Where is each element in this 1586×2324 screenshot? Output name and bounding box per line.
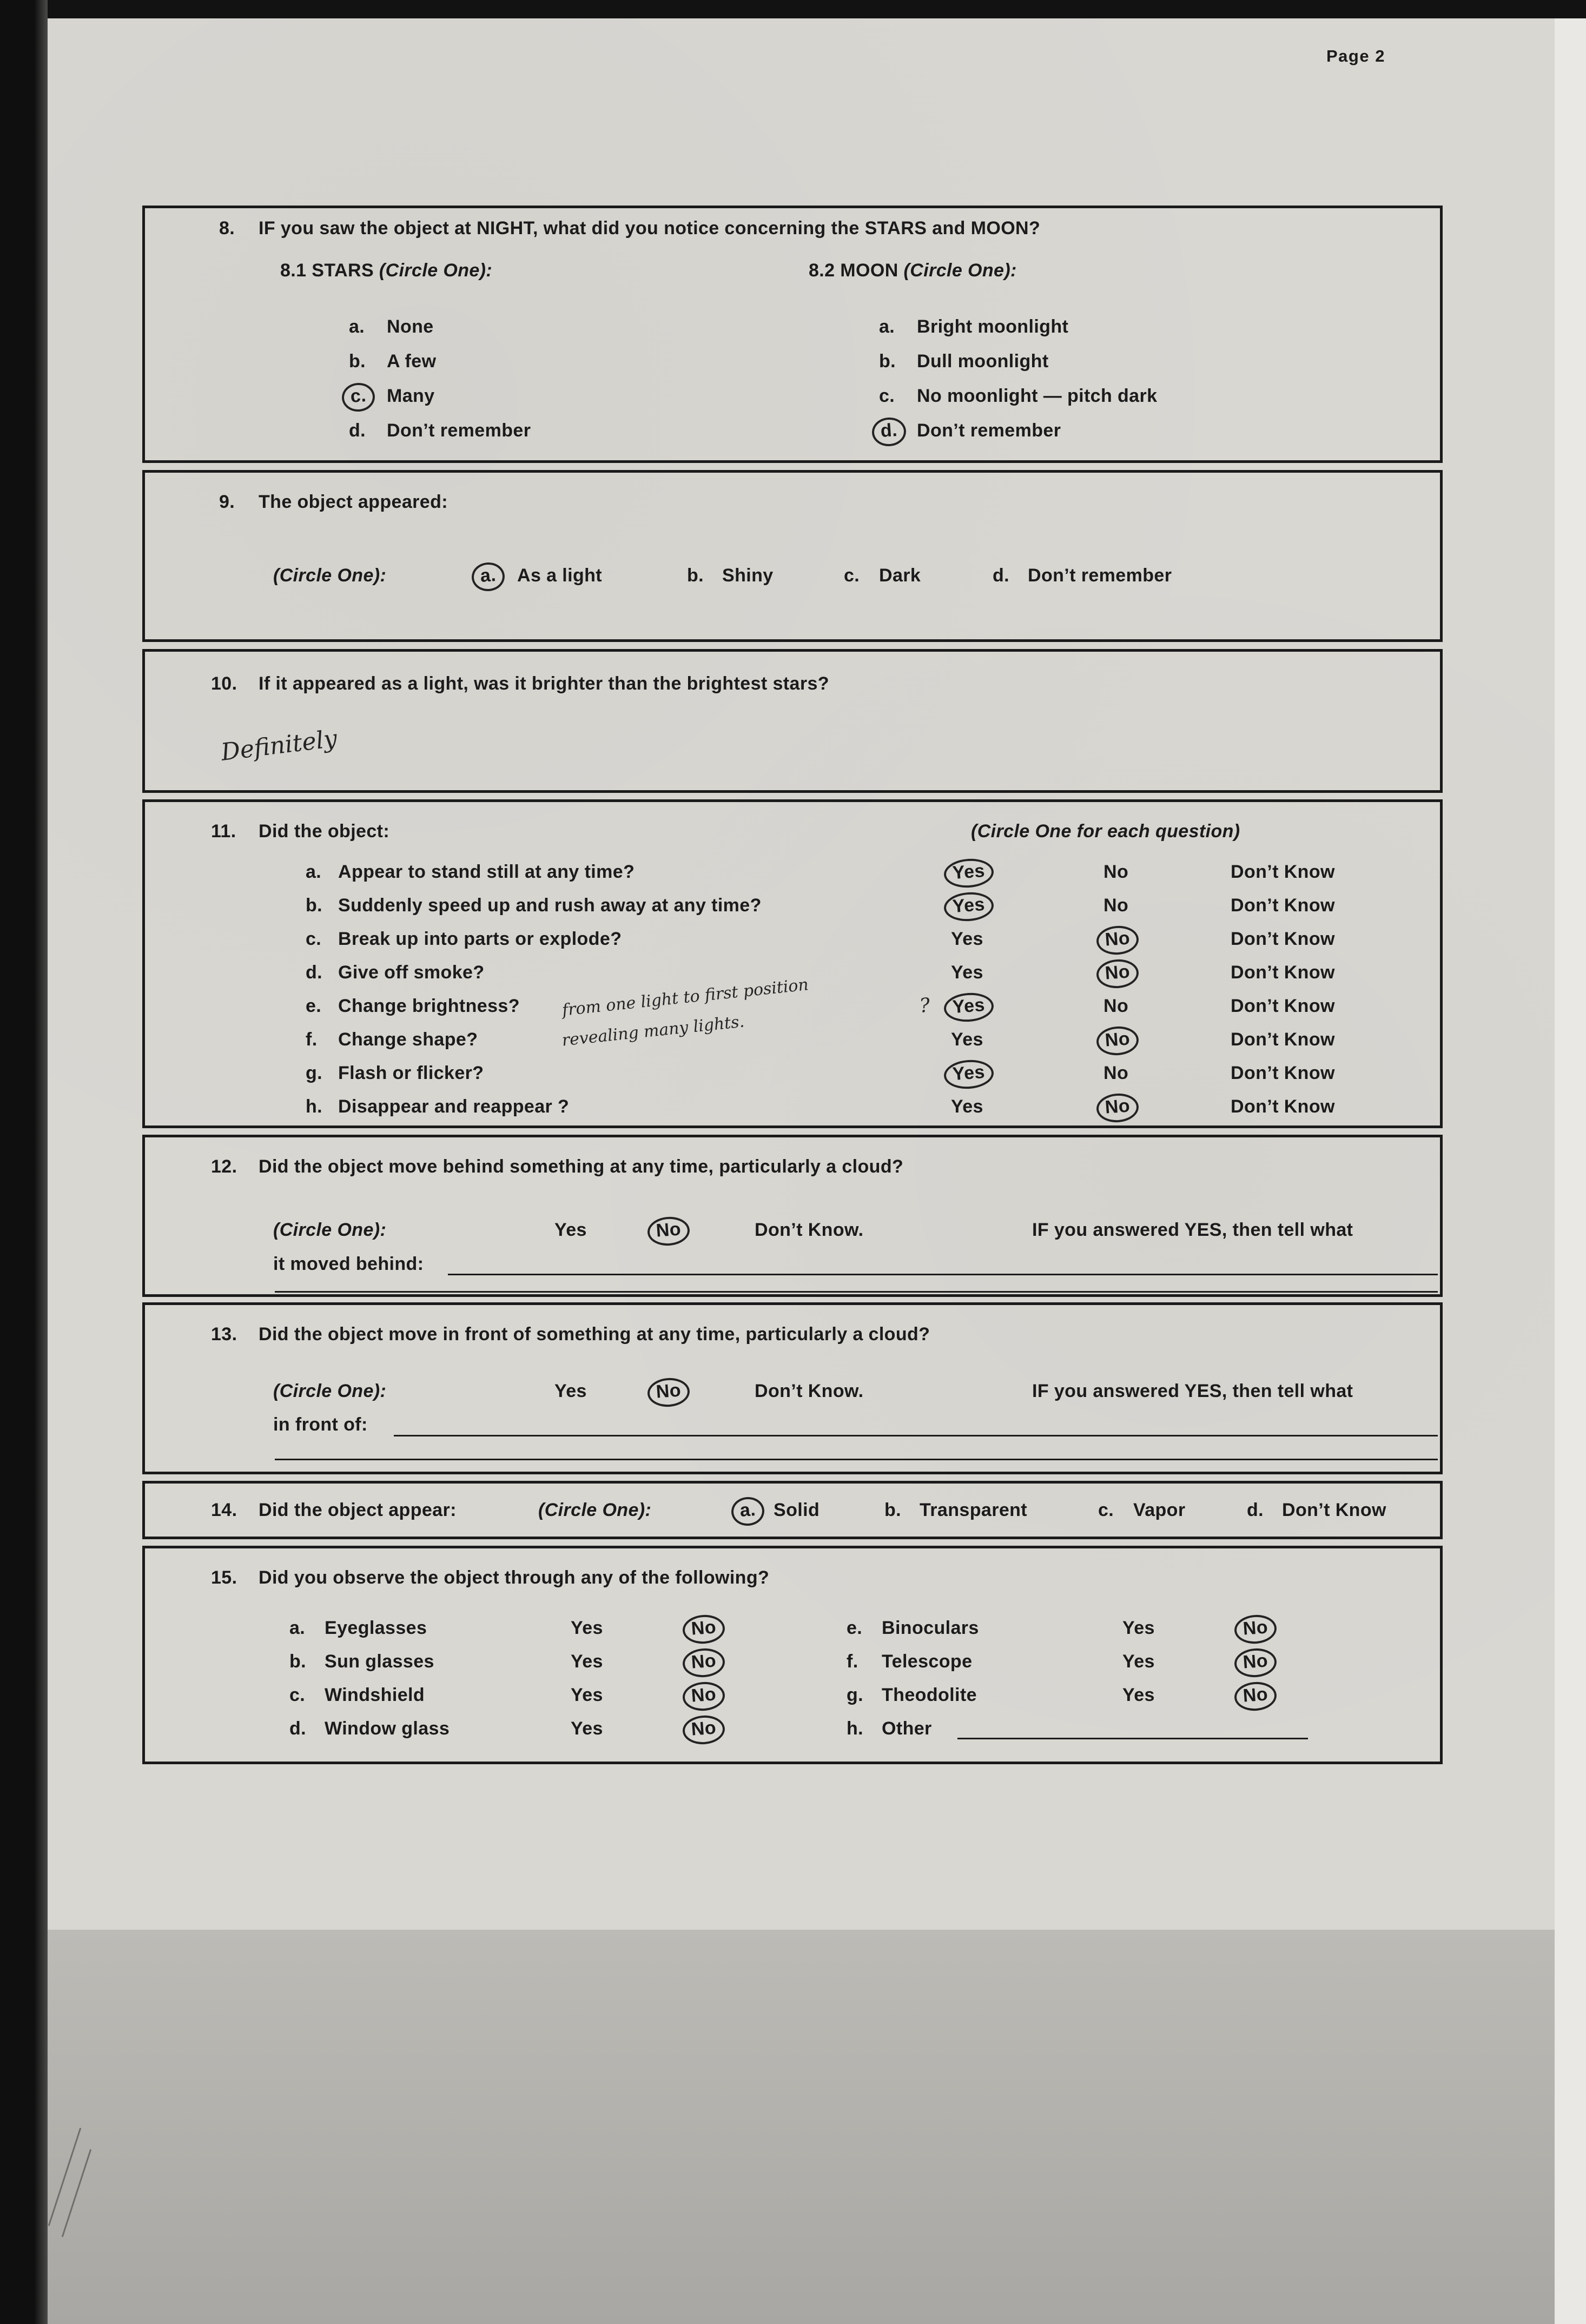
scanner-background [47,1930,1555,2324]
q14-b-letter: b. [884,1500,902,1520]
q8-moon-c-label: No moonlight — pitch dark [917,386,1158,406]
q8-stars-heading-text: 8.1 STARS [280,260,374,281]
q13-tail: in front of: [273,1414,368,1435]
q15-a-yes: Yes [571,1618,603,1638]
q8-moon-heading [809,260,1017,281]
q15-e-yes: Yes [1122,1618,1155,1638]
section-11 [142,799,1443,1128]
scan-edge-right [1555,0,1586,2324]
q11-row-f-no: No [1095,1025,1140,1056]
q15-f-label: Telescope [882,1651,973,1672]
q9-a-label: As a light [517,565,603,586]
q11-row-c-yes: Yes [951,929,983,949]
q9-d-letter: d. [993,565,1010,586]
q13-answer-line-1 [394,1435,1438,1436]
q12-circle-one: (Circle One): [273,1220,387,1240]
q15-b-no: No [682,1647,726,1678]
q11-row-h-dk: Don’t Know [1231,1096,1335,1117]
q15-g-label: Theodolite [882,1685,977,1705]
q11-row-c-letter: c. [306,929,322,949]
q15-g-yes: Yes [1122,1685,1155,1705]
q15-d-letter: d. [289,1718,307,1739]
q12-dk: Don’t Know. [755,1220,864,1240]
q11-row-a-letter: a. [306,862,322,882]
q10-number: 10. [211,673,237,694]
q15-number: 15. [211,1567,237,1588]
q15-question: Did you observe the object through any of the following? [259,1567,770,1588]
q13-question: Did the object move in front of something at any time, particularly a cloud? [259,1324,930,1345]
q15-d-yes: Yes [571,1718,603,1739]
q8-moon-a-letter: a. [879,316,895,337]
q8-question: IF you saw the object at NIGHT, what did you notice concerning the STARS and MOON? [259,218,1041,239]
q8-stars-b-letter: b. [349,351,366,372]
q8-number: 8. [219,218,235,239]
q11-row-g-yes: Yes [943,1058,994,1090]
q15-other-answer-line [957,1738,1308,1739]
q11-row-e-question: Change brightness? [338,996,520,1016]
q13-number: 13. [211,1324,237,1345]
q9-b-label: Shiny [722,565,774,586]
q12-number: 12. [211,1156,237,1177]
q8-stars-circle-one: (Circle One): [379,260,493,281]
q15-b-letter: b. [289,1651,307,1672]
q11-row-b-question: Suddenly speed up and rush away at any time? [338,895,762,916]
q11-row-b-no: No [1103,895,1129,916]
q11-row-a-no: No [1103,862,1129,882]
q9-number: 9. [219,492,235,512]
q11-row-f-question: Change shape? [338,1029,478,1050]
q9-c-label: Dark [879,565,921,586]
q8-stars-b-label: A few [387,351,437,372]
q8-moon-c-letter: c. [879,386,895,406]
q11-row-c-dk: Don’t Know [1231,929,1335,949]
q12-tail: it moved behind: [273,1254,424,1274]
q15-d-no: No [682,1714,726,1745]
q15-d-label: Window glass [325,1718,450,1739]
q11-row-d-question: Give off smoke? [338,962,485,983]
q14-c-letter: c. [1098,1500,1114,1520]
q14-d-letter: d. [1247,1500,1264,1520]
q8-stars-c-label: Many [387,386,435,406]
scan-edge-top [0,0,1586,18]
q8-stars-d-label: Don’t remember [387,420,531,441]
q11-row-g-no: No [1103,1063,1129,1083]
q13-answer-line-2 [275,1459,1438,1460]
q8-stars-a-label: None [387,316,434,337]
q11-row-h-no: No [1095,1092,1140,1123]
q8-moon-d-letter: d. [871,416,907,447]
q9-circle-one: (Circle One): [273,565,387,586]
section-10 [142,649,1443,793]
q15-a-letter: a. [289,1618,306,1638]
q12-answer-line-1 [448,1274,1438,1275]
q11-row-b-dk: Don’t Know [1231,895,1335,916]
scan-edge-left [0,0,48,2324]
q14-d-label: Don’t Know [1282,1500,1386,1520]
q15-h-label: Other [882,1718,932,1739]
q14-a-letter: a. [730,1496,765,1527]
q11-row-g-letter: g. [306,1063,323,1083]
q13-circle-one: (Circle One): [273,1381,387,1401]
q9-d-label: Don’t remember [1028,565,1172,586]
q8-moon-b-label: Dull moonlight [917,351,1049,372]
q12-yes: Yes [554,1220,587,1240]
q12-question: Did the object move behind something at any time, particularly a cloud? [259,1156,904,1177]
section-13 [142,1302,1443,1474]
q11-row-f-dk: Don’t Know [1231,1029,1335,1050]
q11-number: 11. [211,821,236,842]
q14-number: 14. [211,1500,237,1520]
q15-f-no: No [1233,1647,1278,1678]
q14-a-label: Solid [774,1500,820,1520]
q11-handwriting-qmark: ? [918,994,931,1017]
q11-row-e-letter: e. [306,996,322,1016]
q15-g-no: No [1233,1680,1278,1712]
q15-e-label: Binoculars [882,1618,979,1638]
q11-row-e-no: No [1103,996,1129,1016]
q12-answer-line-2 [275,1291,1438,1293]
q11-row-c-no: No [1095,924,1140,956]
q8-moon-b-letter: b. [879,351,896,372]
q15-a-no: No [682,1613,726,1645]
q13-no: No [646,1376,691,1408]
q15-c-yes: Yes [571,1685,603,1705]
q8-moon-circle-one: (Circle One): [903,260,1017,281]
q11-row-b-letter: b. [306,895,323,916]
page-number: Page 2 [1326,47,1385,65]
section-15 [142,1546,1443,1764]
q11-handwriting-line2: revealing many lights. [561,1012,745,1050]
q11-row-f-letter: f. [306,1029,318,1050]
q8-stars-c-letter: c. [341,382,376,413]
q9-question: The object appeared: [259,492,448,512]
q9-c-letter: c. [844,565,860,586]
q11-row-h-yes: Yes [951,1096,983,1117]
q11-row-h-question: Disappear and reappear ? [338,1096,570,1117]
section-12 [142,1135,1443,1297]
q11-row-f-yes: Yes [951,1029,983,1050]
q11-row-a-dk: Don’t Know [1231,862,1335,882]
q11-row-g-dk: Don’t Know [1231,1063,1335,1083]
q8-stars-a-letter: a. [349,316,365,337]
q11-question: Did the object: [259,821,390,842]
section-14 [142,1481,1443,1539]
q13-yes: Yes [554,1381,587,1401]
q9-b-letter: b. [687,565,704,586]
q8-moon-a-label: Bright moonlight [917,316,1069,337]
q14-question: Did the object appear: [259,1500,457,1520]
q12-no: No [646,1215,691,1247]
q11-handwriting-line1: from one light to first position [561,975,810,1020]
q8-stars-heading [280,260,492,281]
q11-row-g-question: Flash or flicker? [338,1063,484,1083]
q11-row-d-dk: Don’t Know [1231,962,1335,983]
q15-a-label: Eyeglasses [325,1618,427,1638]
q11-row-h-letter: h. [306,1096,323,1117]
q11-row-b-yes: Yes [943,891,994,923]
section-8 [142,206,1443,463]
q15-c-label: Windshield [325,1685,425,1705]
q14-c-label: Vapor [1133,1500,1186,1520]
q11-row-d-letter: d. [306,962,323,983]
q12-tell-text: IF you answered YES, then tell what [1032,1220,1353,1240]
q13-dk: Don’t Know. [755,1381,864,1401]
q11-row-d-yes: Yes [951,962,983,983]
q15-b-yes: Yes [571,1651,603,1672]
q8-moon-d-label: Don’t remember [917,420,1061,441]
q15-g-letter: g. [847,1685,864,1705]
q11-row-d-no: No [1095,958,1140,989]
q15-c-no: No [682,1680,726,1712]
q11-row-c-question: Break up into parts or explode? [338,929,622,949]
q11-row-a-yes: Yes [943,857,994,889]
q9-a-letter: a. [471,561,506,592]
q15-f-yes: Yes [1122,1651,1155,1672]
q15-e-no: No [1233,1613,1278,1645]
q11-row-e-yes: Yes [943,991,994,1023]
q8-moon-heading-text: 8.2 MOON [809,260,898,281]
q15-b-label: Sun glasses [325,1651,434,1672]
q10-question: If it appeared as a light, was it brighter than the brightest stars? [259,673,829,694]
q13-tell-text: IF you answered YES, then tell what [1032,1381,1353,1401]
q15-c-letter: c. [289,1685,306,1705]
q14-circle-one: (Circle One): [538,1500,652,1520]
q10-handwritten-answer: Definitely [219,725,339,766]
q15-e-letter: e. [847,1618,863,1638]
q11-row-a-question: Appear to stand still at any time? [338,862,635,882]
q15-f-letter: f. [847,1651,858,1672]
q11-instruction: (Circle One for each question) [971,821,1240,842]
section-9 [142,470,1443,642]
q8-stars-d-letter: d. [349,420,366,441]
q14-b-label: Transparent [920,1500,1028,1520]
q11-row-e-dk: Don’t Know [1231,996,1335,1016]
q15-h-letter: h. [847,1718,864,1739]
